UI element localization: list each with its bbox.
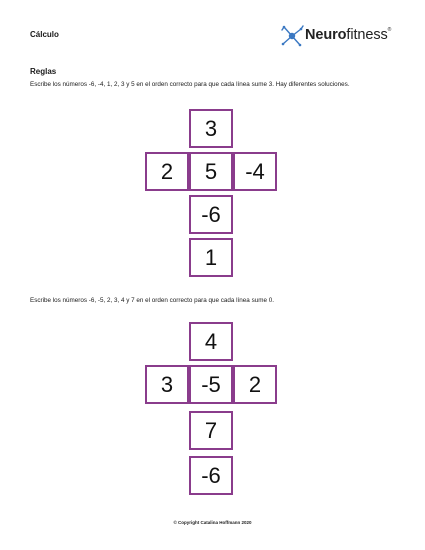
cell-top: 3 bbox=[189, 109, 233, 148]
cell-below-1: -6 bbox=[189, 195, 233, 234]
cell-below-1: 7 bbox=[189, 411, 233, 450]
cell-top: 4 bbox=[189, 322, 233, 361]
worksheet-title: Cálculo bbox=[30, 30, 59, 39]
cell-below-2: 1 bbox=[189, 238, 233, 277]
cell-right: -4 bbox=[233, 152, 277, 191]
brand-name-light: fitness bbox=[346, 27, 388, 43]
neurofitness-logo bbox=[280, 24, 405, 48]
registered-mark: ® bbox=[387, 27, 392, 33]
copyright-notice: © Copyright Catalina Hoffmann 2020 bbox=[173, 520, 252, 525]
instruction-2: Escribe los números -6, -5, 2, 3, 4 y 7 en el orden correcto para que cada línea sume 0. bbox=[30, 297, 274, 304]
brand-name-bold: Neuro bbox=[305, 27, 347, 43]
instruction-1: Escribe los números -6, -4, 1, 2, 3 y 5 en el orden correcto para que cada línea sume 3. Hay diferentes soluciones. bbox=[30, 81, 350, 88]
cell-center: -5 bbox=[189, 365, 233, 404]
cell-center: 5 bbox=[189, 152, 233, 191]
cell-left: 2 bbox=[145, 152, 189, 191]
neuron-icon bbox=[280, 24, 304, 48]
rules-heading: Reglas bbox=[30, 67, 57, 76]
cell-right: 2 bbox=[233, 365, 277, 404]
cell-below-2: -6 bbox=[189, 456, 233, 495]
brand-name bbox=[305, 27, 391, 43]
cell-left: 3 bbox=[145, 365, 189, 404]
